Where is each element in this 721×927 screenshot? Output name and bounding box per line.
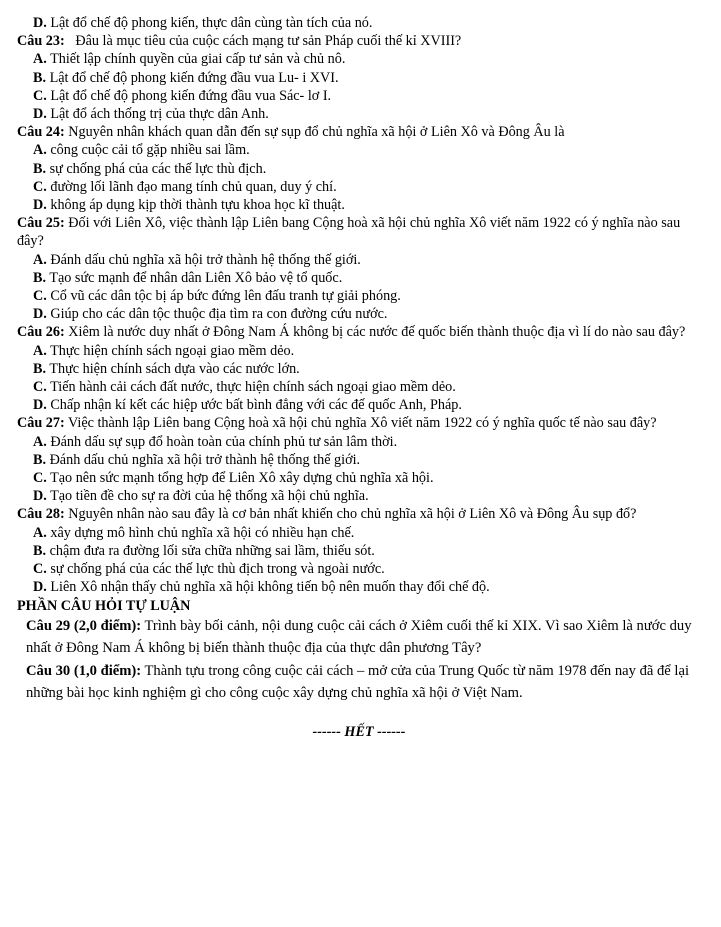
question-26: Câu 26: Xiêm là nước duy nhất ở Đông Nam Á không bị các nước đế quốc biến thành thuộc địa vì lí do nào sau đây? — [17, 324, 686, 341]
question-28-option-b: B. chậm đưa ra đường lối sửa chữa những sai lầm, thiếu sót. — [33, 542, 375, 559]
question-28: Câu 28: Nguyên nhân nào sau đây là cơ bản nhất khiến cho chủ nghĩa xã hội ở Liên Xô và Đông Âu sụp đổ? — [17, 506, 637, 523]
question-23-option-a: A. Thiết lập chính quyền của giai cấp tư sản và chủ nô. — [33, 51, 346, 68]
question-23-option-d: D. Lật đổ ách thống trị của thực dân Anh. — [33, 106, 269, 123]
question-26-option-b: B. Thực hiện chính sách dựa vào các nước lớn. — [33, 360, 300, 377]
question-24-option-b: B. sự chống phá của các thế lực thù địch. — [33, 160, 267, 177]
question-24-option-d: D. không áp dụng kịp thời thành tựu khoa học kĩ thuật. — [33, 197, 345, 214]
question-28-option-d: D. Liên Xô nhận thấy chủ nghĩa xã hội không tiến bộ nên muốn thay đổi chế độ. — [33, 579, 490, 596]
question-23-option-b: B. Lật đổ chế độ phong kiến đứng đầu vua Lu- i XVI. — [33, 69, 339, 86]
question-25-option-b: B. Tạo sức mạnh để nhân dân Liên Xô bảo vệ tổ quốc. — [33, 269, 343, 286]
question-27-option-a: A. Đánh dấu sự sụp đổ hoàn toàn của chính phủ tư sản lâm thời. — [33, 433, 398, 450]
question-25-option-a: A. Đánh dấu chủ nghĩa xã hội trở thành hệ thống thế giới. — [33, 251, 361, 268]
question-25: Câu 25: Đối với Liên Xô, việc thành lập Liên bang Cộng hoà xã hội chủ nghĩa Xô viết năm 1922 có ý nghĩa nào sau đây? — [17, 215, 681, 250]
question-27-option-b: B. Đánh dấu chủ nghĩa xã hội trở thành hệ thống thế giới. — [33, 451, 361, 468]
question-28-option-a: A. xây dựng mô hình chủ nghĩa xã hội có nhiều hạn chế. — [33, 524, 355, 541]
question-26-option-d: D. Chấp nhận kí kết các hiệp ước bất bình đẳng với các đế quốc Anh, Pháp. — [33, 397, 462, 414]
option-d-prev-question: D. Lật đổ chế độ phong kiến, thực dân cùng tàn tích của nó. — [33, 15, 373, 31]
essay-section-title: PHẦN CÂU HỎI TỰ LUẬN — [17, 597, 191, 614]
end-mark: ------ HẾT ------ — [312, 724, 406, 741]
question-27: Câu 27: Việc thành lập Liên bang Cộng hoà xã hội chủ nghĩa Xô viết năm 1922 có ý nghĩa quốc tế nào sau đây? — [17, 415, 657, 432]
question-25-option-c: C. Cổ vũ các dân tộc bị áp bức đứng lên đấu tranh tự giải phóng. — [33, 288, 401, 305]
question-23: Câu 23: Đâu là mục tiêu của cuộc cách mạng tư sản Pháp cuối thế kỉ XVIII? — [17, 33, 462, 50]
question-27-option-c: C. Tạo nên sức mạnh tổng hợp để Liên Xô xây dựng chủ nghĩa xã hội. — [33, 470, 434, 487]
question-23-option-c: C. Lật đổ chế độ phong kiến đứng đầu vua Sác- lơ I. — [33, 87, 332, 104]
question-30: Câu 30 (1,0 điểm): Thành tựu trong công cuộc cải cách – mở cửa của Trung Quốc từ năm 1978 đến nay đã để lại những bài học kinh nghiệm gì cho công cuộc xây dựng chủ nghĩa xã hội ở Việt Nam. — [26, 662, 690, 702]
question-29: Câu 29 (2,0 điểm): Trình bày bối cảnh, nội dung cuộc cải cách ở Xiêm cuối thế kỉ XIX. Vì sao Xiêm là nước duy nhất ở Đông Nam Á không bị biến thành thuộc địa của thực dân phương Tây? — [26, 617, 692, 657]
question-24: Câu 24: Nguyên nhân khách quan dẫn đến sự sụp đổ chủ nghĩa xã hội ở Liên Xô và Đông Âu là — [17, 124, 565, 141]
question-24-option-c: C. đường lối lãnh đạo mang tính chủ quan, duy ý chí. — [33, 178, 337, 195]
question-26-option-a: A. Thực hiện chính sách ngoại giao mềm dẻo. — [33, 342, 295, 359]
question-25-option-d: D. Giúp cho các dân tộc thuộc địa tìm ra con đường cứu nước. — [33, 306, 388, 323]
question-24-option-a: A. công cuộc cải tổ gặp nhiều sai lầm. — [33, 142, 250, 159]
question-28-option-c: C. sự chống phá của các thế lực thù địch trong và ngoài nước. — [33, 561, 385, 578]
question-27-option-d: D. Tạo tiền đề cho sự ra đời của hệ thống xã hội chủ nghĩa. — [33, 488, 369, 505]
question-26-option-c: C. Tiến hành cải cách đất nước, thực hiện chính sách ngoại giao mềm dẻo. — [33, 379, 456, 396]
